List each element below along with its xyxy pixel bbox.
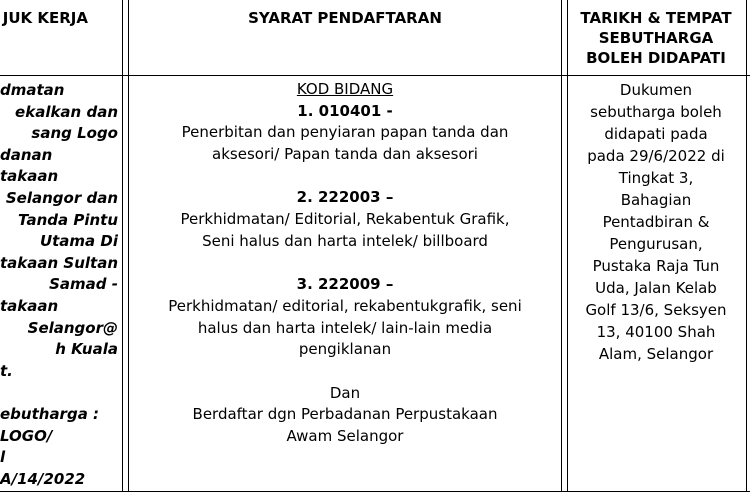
job-line: Utama Di [39,232,118,251]
field-code-1: 1. 010401 - [297,101,393,120]
header-col3-line: TARIKH & TEMPAT [580,9,732,27]
field-desc-line: aksesori/ Papan tanda dan aksesori [212,145,478,164]
location-line: sebutharga boleh [590,103,722,121]
table-bottom-border [0,491,750,492]
job-line: A/14/2022 [0,469,86,488]
location-line: Uda, Jalan Kelab [595,279,717,297]
field-desc-line: halus dan harta intelek/ lain-lain media [197,318,493,337]
job-line: takaan [0,296,59,315]
location-line: Golf 13/6, Seksyen [585,301,727,319]
registration-requirements-cell [128,79,562,448]
field-desc-line: Seni halus dan harta intelek/ billboard [202,231,488,250]
job-line: Tanda Pintu [18,210,118,229]
job-line: sang Logo [31,124,118,143]
location-line: Bahagian [620,191,692,209]
field-desc-line: Penerbitan dan penyiaran papan tanda dan [181,123,509,142]
header-col3 [567,8,745,68]
job-line: h Kuala [55,340,118,359]
field-code-2: 2. 222003 – [296,188,394,207]
field-desc-line: Perkhidmatan/ editorial, rekabentukgrafik, seni [168,296,522,315]
date-location-cell [567,79,745,365]
location-line: Dukumen [619,81,693,99]
header-col3-line: BOLEH DIDAPATI [586,49,726,67]
job-line: takaan Sultan [0,253,119,272]
job-line [0,382,118,404]
field-code-3: 3. 222009 – [296,275,394,294]
location-line: Tingkat 3, [618,169,694,187]
job-line: ekalkan dan [15,102,118,121]
and-text: Dan [329,383,361,402]
location-line: 13, 40100 Shah [596,323,716,341]
job-line: danan [0,145,53,164]
job-description-cell [0,80,118,490]
job-line: LOGO/ [0,426,53,445]
location-line: Pentadbiran & [602,213,710,231]
field-desc-line: Perkhidmatan/ Editorial, Rekabentuk Grafik, [180,210,510,229]
job-line: Selangor dan [5,188,118,207]
registration-line: Berdaftar dgn Perbadanan Perpustakaan [192,405,498,424]
location-line: didapati pada [604,125,708,143]
job-line: Samad - [49,275,118,294]
location-line: Pustaka Raja Tun [592,257,720,275]
header-col1: JUK KERJA [2,9,88,27]
registration-line: Awam Selangor [286,427,404,445]
job-line: Selangor@ [27,318,118,337]
job-line: t. [0,361,13,380]
job-line: takaan [0,167,59,186]
job-line: l [0,448,6,467]
job-line: dmatan [0,81,65,99]
location-line: pada 29/6/2022 di [587,147,725,165]
job-line: ebutharga : [0,404,100,423]
header-row-border [0,75,750,76]
col-divider-5 [746,0,747,492]
location-line: Pengurusan, [609,235,703,253]
field-desc-line: pengiklanan [298,340,392,359]
header-col3-line: SEBUTHARGA [598,29,714,47]
header-col2: SYARAT PENDAFTARAN [248,9,442,27]
location-line: Alam, Selangor [598,345,714,363]
kod-bidang-heading: KOD BIDANG [296,80,394,98]
col-divider-1 [122,0,123,492]
